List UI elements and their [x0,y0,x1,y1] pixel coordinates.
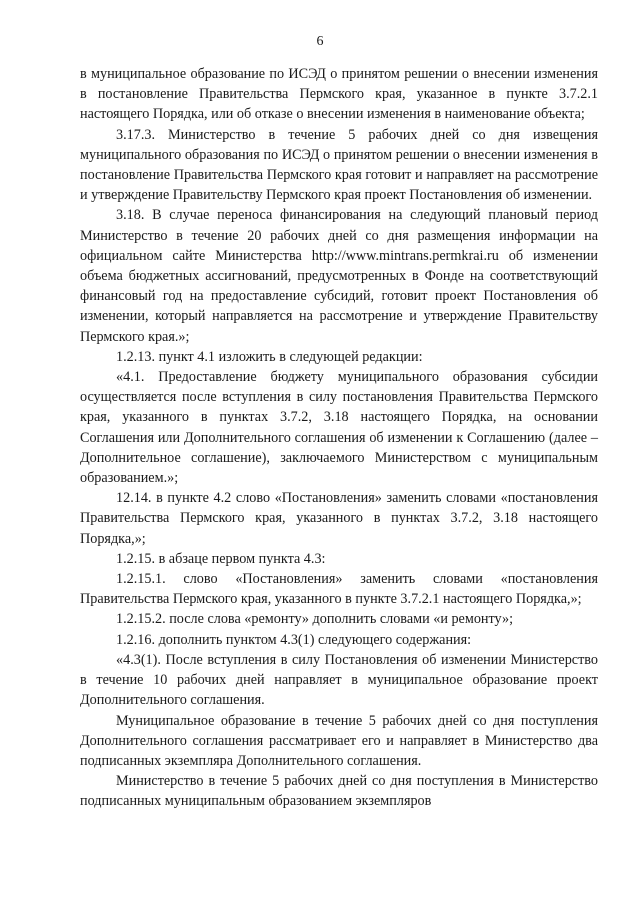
paragraph-3-18: 3.18. В случае переноса финансирования на следующий плановый период Министерство в течение 20 рабочих дней со дня размещения информации на официальном сайте Министерства http://www.mintrans.permkrai.ru об изменении объема бюджетных ассигнований, предусмотренных в Фонде на соответствующий финансовый год на предоставление субсидий, готовит проект Постановления об изменении, который направляется на рассмотрение и утверждение Правительству Пермского края.»; [80,207,598,345]
paragraph-1-2-15: 1.2.15. в абзаце первом пункта 4.3: [116,550,326,567]
page-number: 6 [316,34,324,49]
paragraph-1-2-13: 1.2.13. пункт 4.1 изложить в следующей редакции: [116,348,423,365]
paragraph-municipal-review: Муниципальное образование в течение 5 рабочих дней со дня поступления Дополнительного соглашения рассматривает его и направляет в Министерство два подписанных экземпляра Дополнительного соглашения. [80,712,598,769]
paragraph-3-17-3: 3.17.3. Министерство в течение 5 рабочих дней со дня извещения муниципального образования по ИСЭД о принятом решении о внесении изменения в постановление Правительства Пермского края готовит и направляет на рассмотрение и утверждение Правительству Пермского края проект Постановления об изменении. [80,126,598,204]
paragraph-12-14: 12.14. в пункте 4.2 слово «Постановления» заменить словами «постановления Правительства Пермского края, указанного в пунктах 3.7.2, 3.18 настоящего Порядка,»; [80,490,598,547]
document-body [80,64,598,812]
paragraph-1-2-15-2: 1.2.15.2. после слова «ремонту» дополнить словами «и ремонту»; [116,611,514,628]
paragraph-1-2-16: 1.2.16. дополнить пунктом 4.3(1) следующего содержания: [116,631,472,648]
paragraph-ministry-receipt: Министерство в течение 5 рабочих дней со дня поступления в Министерство подписанных муниципальным образованием экземпляров [80,773,598,810]
paragraph-1-2-15-1: 1.2.15.1. слово «Постановления» заменить словами «постановления Правительства Пермского края, указанного в пункте 3.7.2.1 настоящего Порядка,»; [80,571,598,608]
paragraph-4-3-1: «4.3(1). После вступления в силу Постановления об изменении Министерство в течение 10 рабочих дней направляет в муниципальное образование проект Дополнительного соглашения. [80,651,598,709]
paragraph-continuation: в муниципальное образование по ИСЭД о принятом решении о внесении изменения в постановление Правительства Пермского края, указанное в пункте 3.7.2.1 настоящего Порядка, или об отказе о внесении изменения в наименование объекта; [80,66,598,123]
paragraph-4-1: «4.1. Предоставление бюджету муниципального образования субсидии осуществляется после вступления в силу постановления Правительства Пермского края, указанного в пунктах 3.7.2, 3.18 настоящего Порядка, на основании Соглашения или Дополнительного соглашения об изменении к Соглашению (далее – Дополнительное соглашение), заключаемого Министерством с муниципальным образованием.»; [80,369,598,487]
